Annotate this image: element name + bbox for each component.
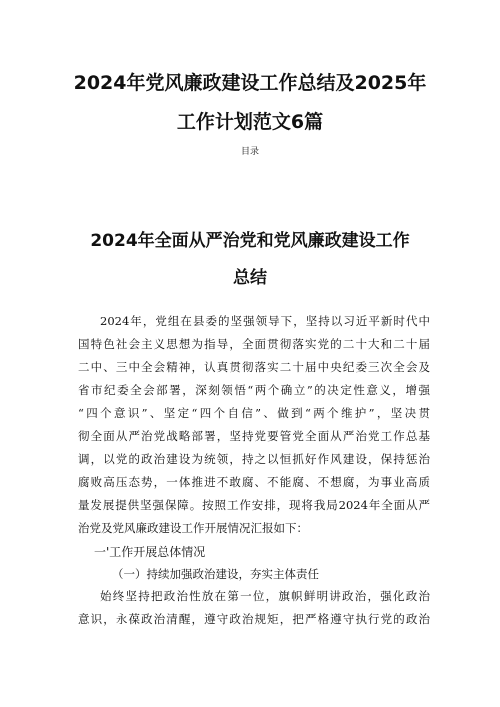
heading-overall-situation: 一'工作开展总体情况 xyxy=(94,545,206,559)
paragraph-line: “四个意识”、坚定“四个自信”、做到“两个维护”，坚决贯 xyxy=(78,406,430,420)
paragraph-line: 意识，永葆政治清醒，遵守政治规矩，把严格遵守执行党的政治 xyxy=(78,612,430,626)
toc-label[interactable]: 目录 xyxy=(240,147,259,157)
paragraph-line: 彻全面从严治党战略部署，坚持党要管党全面从严治党工作总基 xyxy=(78,429,430,443)
paragraph-line: 调，以党的政治建设为统领，持之以恒抓好作风建设，保持惩治 xyxy=(78,452,430,466)
paragraph-line: 治党及党风廉政建设工作开展情况汇报如下： xyxy=(78,521,308,535)
paragraph-line: 量发展提供坚强保障。按照工作安排，现将我局2024年全面从严 xyxy=(78,498,430,512)
paragraph-line: 省市纪委全会部署，深刻领悟“两个确立”的决定性意义，增强 xyxy=(78,383,430,397)
document-title-line-2: 工作计划范文6篇 xyxy=(176,111,324,133)
heading-political-construction: （一）持续加强政治建设，夯实主体责任 xyxy=(112,567,319,581)
paragraph-line: 二中、三中全会精神，认真贯彻落实二十届中央纪委三次全会及 xyxy=(78,360,430,374)
section-title-line-1: 2024年全面从严治党和党风廉政建设工作 xyxy=(90,231,410,251)
paragraph-line: 始终坚持把政治性放在第一位，旗帜鲜明讲政治，强化政治 xyxy=(100,589,430,603)
document-title-line-1: 2024年党风廉政建设工作总结及2025年 xyxy=(73,72,427,94)
section-title-line-2: 总结 xyxy=(233,268,267,288)
paragraph-line: 国特色社会主义思想为指导，全面贯彻落实党的二十大和二十届 xyxy=(78,337,430,351)
paragraph-line: 2024年，党组在县委的坚强领导下，坚持以习近平新时代中 xyxy=(100,314,430,328)
paragraph-line: 腐败高压态势，一体推进不敢腐、不能腐、不想腐，为事业高质 xyxy=(78,475,430,489)
